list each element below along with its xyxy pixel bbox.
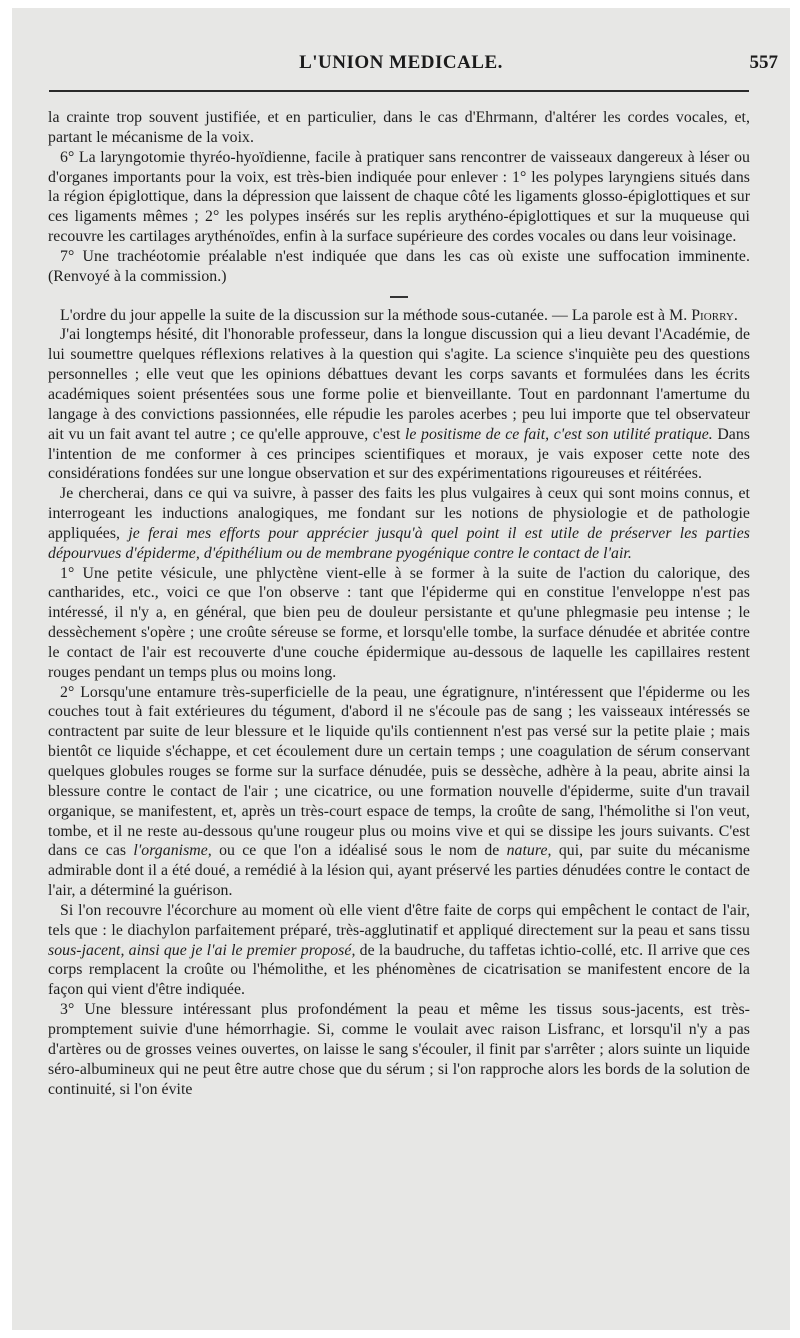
paragraph: [48, 683, 750, 901]
italic-text: le positisme de ce fait, c'est son utilité pratique.: [404, 425, 713, 443]
italic-text: nature,: [506, 842, 552, 860]
paragraph-text: 2° Lorsqu'une entamure très-superficielle de la peau, une égratignure, n'intéressent que l'épiderme ou les couches tout à fait extérieures du tégument, d'abord il ne s'écoule pas de sang ; les vaisseaux intéressés se contractent par suite de leur blessure et le liquide qu'ils contiennent n'est pas versé sur la petite plaie ; mais bientôt ce liquide s'échappe, et cet écoulement dure un certain temps ; une coagulation de sérum conservant quelques globules rouges se forme sur la surface dénudée, puis se dessèche, adhère à la peau, abrite ainsi la blessure contre le contact de l'air ; une cicatrice, ou une formation nouvelle d'épiderme, suite d'un travail organique, se manifestent, et, après un très-court espace de temps, la croûte de sang, l'hémolithe si l'on veut, tombe, et il ne reste au-dessous qu'une rougeur plus ou moins vive et qui se dissipe les jours suivants. C'est dans ce cas: [48, 683, 750, 860]
paragraph: [48, 306, 750, 326]
journal-title: L'UNION MEDICALE.: [299, 52, 503, 73]
paragraph: 3° Une blessure intéressant plus profondément la peau et même les tissus sous-jacents, est très-promptement suivie d'une hémorrhagie. Si, comme le voulait avec raison Lisfranc, et lorsqu'il n'y a pas d'artères ou de grosses veines ouvertes, on laisse le sang s'écouler, il finit par s'arrêter ; alors suinte un liquide séro-albumineux qui ne peut être autre chose que du sérum ; si l'on rapproche alors les bords de la solution de continuité, si l'on évite: [48, 1001, 750, 1098]
paragraph: 1° Une petite vésicule, une phlyctène vient-elle à se former à la suite de l'action du calorique, des cantharides, etc., voici ce que l'on observe : tant que l'épiderme qui en constitue l'enveloppe n'est pas intéressé, il n'y a, en général, que bien peu de douleur persistante et qu'une phlegmasie peu intense ; le dessèchement s'opère ; une croûte séreuse se forme, et lorsqu'elle tombe, la surface dénudée et abritée contre le contact de l'air est recouverte d'une couche épidermique au-dessous de laquelle les capillaires restent rouges pendant un temps plus ou moins long.: [48, 564, 750, 681]
paragraph-text: Dans l'intention de me conformer à ces principes scientifiques et moraux, je vais exposer cette note des considérations fondées sur une longue observation et sur des expérimentations rigoureuses et réitérées.: [48, 425, 750, 483]
italic-text: l'organisme,: [133, 842, 212, 860]
section-separator: [48, 290, 750, 304]
paragraph-text: L'ordre du jour appelle la suite de la discussion sur la méthode sous-cutanée. — La parole est à M.: [60, 306, 692, 324]
paragraph: 6° La laryngotomie thyréo-hyoïdienne, facile à pratiquer sans rencontrer de vaisseaux dangereux à léser ou d'organes importants pour la voix, est très-bien indiquée pour enlever : 1° les polypes laryngiens situés dans la région épiglottique, dans la dépression que laissent de chaque côté les ligaments glosso-épiglottiques et sur ces ligaments mêmes ; 2° les polypes insérés sur les replis arythéno-épiglottiques et sur la muqueuse qui recouvre les cartilages arythénoïdes, enfin à la surface supérieure des cordes vocales ou dans leur voisinage.: [48, 148, 750, 246]
paragraph: [48, 325, 750, 484]
paragraph: [48, 484, 750, 563]
running-head: [12, 52, 790, 82]
paragraph-text: J'ai longtemps hésité, dit l'honorable professeur, dans la longue discussion qui a lieu devant l'Académie, de lui soumettre quelques réflexions relatives à la question qui s'agite. La science s'inquiète peu des questions personnelles ; elle veut que les opinions débattues devant les corps savants et formulées dans les écrits académiques soient présentées sous une forme polie et bienveillante. Tout en pardonnant l'amertume du langage à des convictions passionnées, elle répudie les paroles acerbes ; peu lui importe que tel observateur ait vu un fait avant tel autre ; ce qu'elle approuve, c'est: [48, 326, 750, 443]
italic-text: sous-jacent, ainsi que je l'ai le premier proposé,: [48, 941, 356, 959]
page-number: 557: [749, 52, 778, 73]
paragraph-text: de la baudruche, du taffetas ichtio-collé, etc. Il arrive que ces corps remplacent la croûte ou l'hémolithe, et les phénomènes de cicatrisation se manifestent encore de la façon qui vient d'être indiquée.: [48, 941, 750, 999]
paragraph: 7° Une trachéotomie préalable n'est indiquée que dans les cas où existe une suffocation imminente. (Renvoyé à la commission.): [48, 247, 750, 285]
paragraph-text: Si l'on recouvre l'écorchure au moment où elle vient d'être faite de corps qui empêchent le contact de l'air, tels que : le diachylon parfaitement préparé, très-agglutinatif et appliqué directement sur la peau et sans tissu: [48, 901, 750, 939]
paragraph-text: Je chercherai, dans ce qui va suivre, à passer des faits les plus vulgaires à ceux qui sont moins connus, et interrogeant les inductions analogiques, me fondant sur les notions de physiologie et de pathologie appliquées,: [48, 485, 750, 542]
book-page: [12, 8, 790, 1330]
speaker-name: Piorry.: [691, 306, 738, 324]
header-rule: [49, 90, 749, 92]
paragraph-text: ou ce que l'on a idéalisé sous le nom de: [211, 842, 507, 860]
paragraph-text: qui, par suite du mécanisme admirable dont il a été doué, a remédié à la lésion qui, ayant préservé les parties dénudées contre le contact de l'air, a déterminé la guérison.: [48, 842, 750, 900]
article-body: [48, 108, 750, 1099]
paragraph: [48, 901, 750, 1000]
italic-text: je ferai mes efforts pour apprécier jusqu'à quel point il est utile de préserver les parties dépourvues d'épiderme, d'épithélium ou de membrane pyogénique contre le contact de l'air.: [48, 524, 750, 562]
paragraph: la crainte trop souvent justifiée, et en particulier, dans le cas d'Ehrmann, d'altérer les cordes vocales, et, partant le mécanisme de la voix.: [48, 109, 750, 146]
